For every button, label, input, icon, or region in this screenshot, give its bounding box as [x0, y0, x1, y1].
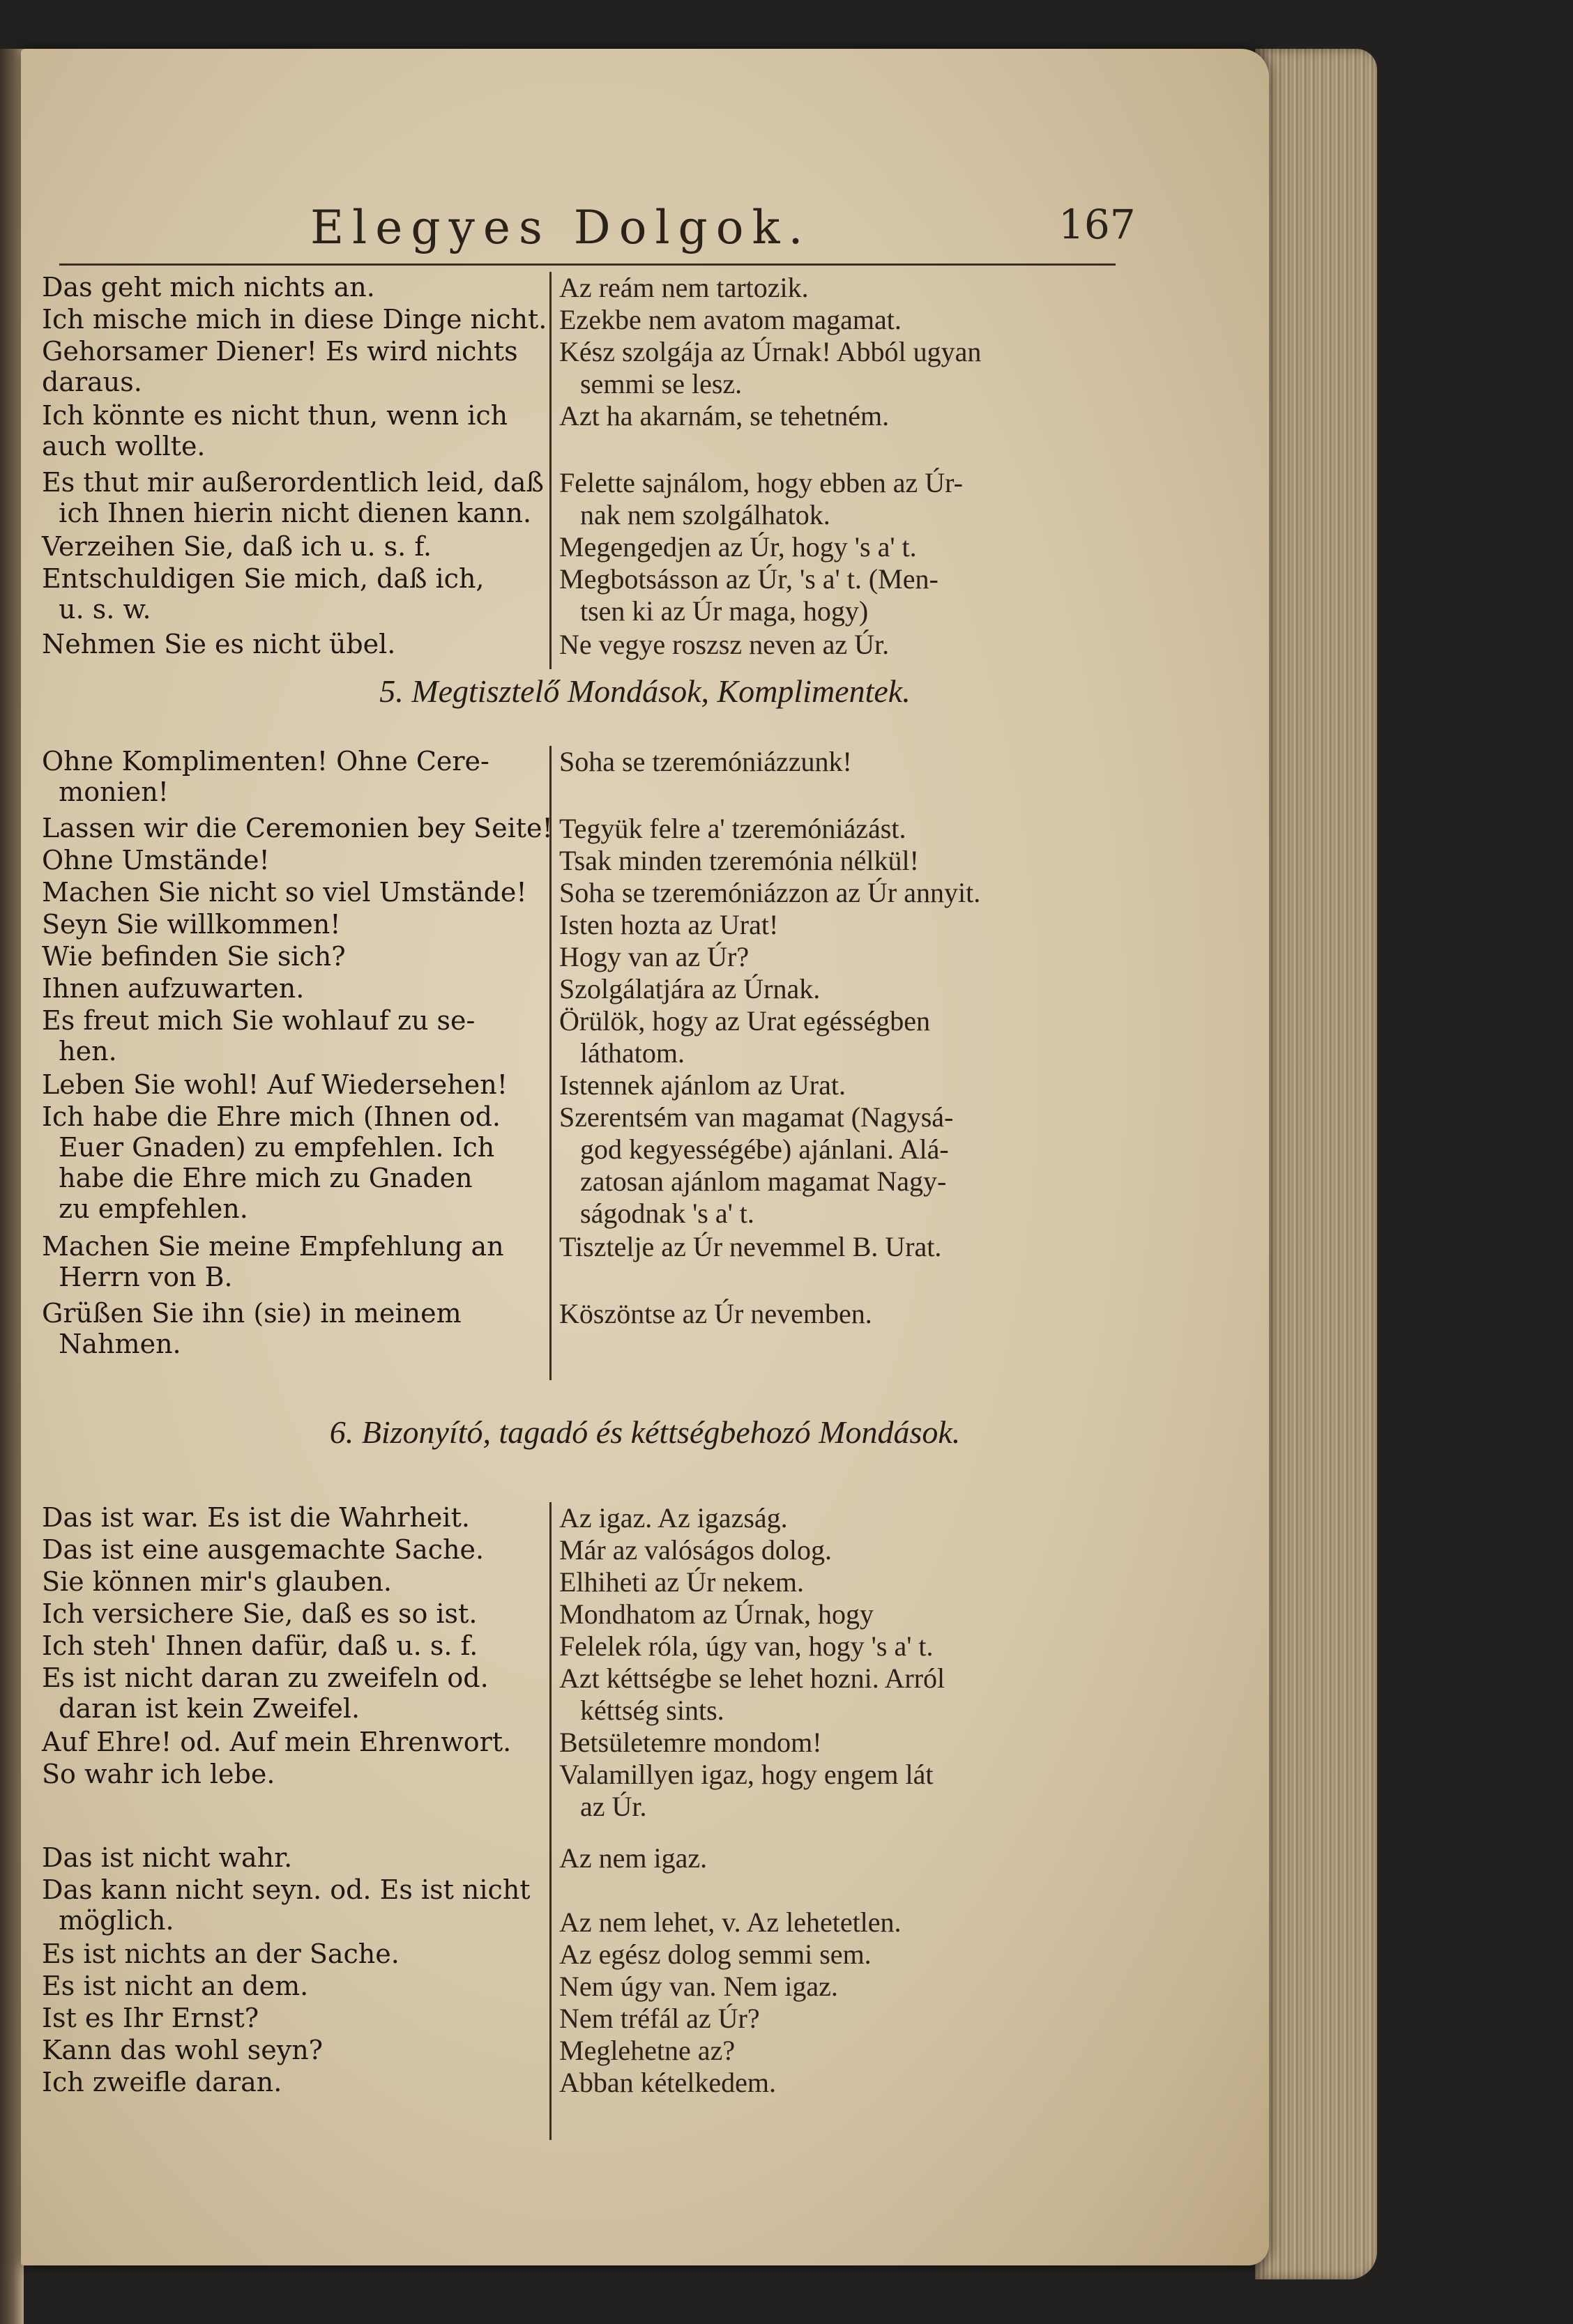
hungarian-phrase: Felette sajnálom, hogy ebben az Úr- nak nem szolgálhatok.	[559, 467, 964, 530]
german-phrase: Ich zweifle daran.	[42, 2067, 282, 2097]
page-block-edges	[1255, 49, 1377, 2279]
hungarian-phrase: Az nem igaz.	[559, 1842, 708, 1874]
german-phrase: Ich versichere Sie, daß es so ist.	[42, 1598, 478, 1629]
hungarian-phrase: Megbotsásson az Úr, 's a' t. (Men- tsen ki az Úr maga, hogy)	[559, 563, 939, 627]
german-phrase: Lassen wir die Ceremonien bey Seite!	[42, 813, 553, 843]
german-phrase: Kann das wohl seyn?	[42, 2035, 324, 2065]
hungarian-phrase: Megengedjen az Úr, hogy 's a' t.	[559, 531, 917, 563]
hungarian-phrase: Mondhatom az Úrnak, hogy	[559, 1598, 874, 1630]
german-phrase: Ich könnte es nicht thun, wenn ich auch wollte.	[42, 400, 508, 461]
hungarian-phrase: Nem tréfál az Úr?	[559, 2003, 760, 2034]
german-phrase: Ihnen aufzuwarten.	[42, 973, 305, 1004]
hungarian-phrase: Örülök, hogy az Urat egésségben láthatom.	[559, 1005, 931, 1069]
german-phrase: Das ist eine ausgemachte Sache.	[42, 1534, 485, 1565]
german-phrase: Leben Sie wohl! Auf Wiedersehen!	[42, 1069, 508, 1100]
german-phrase: Verzeihen Sie, daß ich u. s. f.	[42, 531, 432, 562]
hungarian-phrase: Soha se tzeremóniázzunk!	[559, 746, 852, 777]
page-number: 167	[1058, 201, 1136, 248]
german-phrase: Das geht mich nichts an.	[42, 272, 375, 303]
facing-page-edge	[0, 49, 24, 2324]
hungarian-phrase: Köszöntse az Úr nevemben.	[559, 1298, 872, 1329]
german-phrase: Es ist nicht an dem.	[42, 1971, 309, 2001]
german-phrase: Gehorsamer Diener! Es wird nichts daraus.	[42, 336, 518, 397]
german-phrase: Entschuldigen Sie mich, daß ich, u. s. w.	[42, 563, 485, 625]
german-phrase: Auf Ehre! od. Auf mein Ehrenwort.	[42, 1727, 512, 1757]
hungarian-phrase: Az igaz. Az igazság.	[559, 1502, 788, 1534]
german-phrase: Ohne Komplimenten! Ohne Cere- monien!	[42, 746, 489, 807]
hungarian-phrase: Azt kéttségbe se lehet hozni. Arról kéttség sints.	[559, 1662, 945, 1726]
hungarian-phrase: Tisztelje az Úr nevemmel B. Urat.	[559, 1231, 942, 1262]
header-rule	[59, 263, 1116, 266]
section-6-heading: 6. Bizonyító, tagadó és kéttségbehozó Mondások.	[329, 1414, 961, 1450]
hungarian-phrase: Azt ha akarnám, se tehetném.	[559, 400, 890, 431]
german-phrase: Ich habe die Ehre mich (Ihnen od. Euer Gnaden) zu empfehlen. Ich habe die Ehre mich zu Gnaden zu empfehlen.	[42, 1101, 501, 1224]
german-phrase: Das kann nicht seyn. od. Es ist nicht möglich.	[42, 1874, 531, 1936]
hungarian-phrase: Istennek ajánlom az Urat.	[559, 1069, 846, 1101]
german-phrase: Seyn Sie willkommen!	[42, 909, 341, 940]
hungarian-phrase: Az nem lehet, v. Az lehetetlen.	[559, 1906, 902, 1938]
running-title: Elegyes Dolgok.	[310, 201, 812, 254]
hungarian-phrase: Tsak minden tzeremónia nélkül!	[559, 845, 919, 876]
hungarian-phrase: Felelek róla, úgy van, hogy 's a' t.	[559, 1630, 934, 1662]
hungarian-phrase: Szerentsém van magamat (Nagysá- god kegyességébe) ajánlani. Alá- zatosan ajánlom magamat Nagy- ságodnak 's a' t.	[559, 1101, 954, 1229]
hungarian-phrase: Meglehetne az?	[559, 2035, 736, 2066]
german-phrase: Es ist nichts an der Sache.	[42, 1939, 400, 1969]
german-phrase: Das ist war. Es ist die Wahrheit.	[42, 1502, 470, 1533]
german-phrase: Das ist nicht wahr.	[42, 1842, 293, 1873]
hungarian-phrase: Isten hozta az Urat!	[559, 909, 779, 940]
hungarian-phrase: Kész szolgája az Úrnak! Abból ugyan semmi se lesz.	[559, 336, 982, 399]
hungarian-phrase: Már az valóságos dolog.	[559, 1534, 833, 1566]
german-phrase: Grüßen Sie ihn (sie) in meinem Nahmen.	[42, 1298, 462, 1359]
german-phrase: Ich mische mich in diese Dinge nicht.	[42, 304, 547, 335]
hungarian-phrase: Ne vegye roszsz neven az Úr.	[559, 629, 890, 660]
german-phrase: So wahr ich lebe.	[42, 1759, 275, 1789]
hungarian-phrase: Soha se tzeremóniázzon az Úr annyit.	[559, 877, 981, 908]
hungarian-phrase: Tegyük felre a' tzeremóniázást.	[559, 813, 906, 844]
hungarian-phrase: Betsületemre mondom!	[559, 1727, 822, 1758]
hungarian-phrase: Az reám nem tartozik.	[559, 272, 809, 303]
book-page	[21, 49, 1269, 2265]
german-phrase: Nehmen Sie es nicht übel.	[42, 629, 396, 659]
german-phrase: Wie befinden Sie sich?	[42, 941, 346, 972]
german-phrase: Es ist nicht daran zu zweifeln od. daran ist kein Zweifel.	[42, 1662, 489, 1724]
german-phrase: Ist es Ihr Ernst?	[42, 2003, 259, 2033]
hungarian-phrase: Elhiheti az Úr nekem.	[559, 1566, 804, 1598]
page-header	[21, 166, 1269, 254]
hungarian-phrase: Hogy van az Úr?	[559, 941, 750, 972]
german-phrase: Sie können mir's glauben.	[42, 1566, 392, 1597]
german-phrase: Machen Sie nicht so viel Umstände!	[42, 877, 527, 908]
german-phrase: Es freut mich Sie wohlauf zu se- hen.	[42, 1005, 476, 1067]
hungarian-phrase: Ezekbe nem avatom magamat.	[559, 304, 902, 335]
hungarian-phrase: Szolgálatjára az Úrnak.	[559, 973, 821, 1004]
hungarian-phrase: Abban kételkedem.	[559, 2067, 776, 2098]
hungarian-phrase: Nem úgy van. Nem igaz.	[559, 1971, 838, 2002]
german-phrase: Ohne Umstände!	[42, 845, 270, 876]
hungarian-phrase: Valamillyen igaz, hogy engem lát az Úr.	[559, 1759, 934, 1822]
section-5-heading: 5. Megtisztelő Mondások, Komplimentek.	[379, 673, 911, 709]
hungarian-phrase: Az egész dolog semmi sem.	[559, 1939, 872, 1970]
german-phrase: Ich steh' Ihnen dafür, daß u. s. f.	[42, 1630, 478, 1661]
german-phrase: Es thut mir außerordentlich leid, daß ich Ihnen hierin nicht dienen kann.	[42, 467, 544, 528]
german-phrase: Machen Sie meine Empfehlung an Herrn von B.	[42, 1231, 504, 1292]
